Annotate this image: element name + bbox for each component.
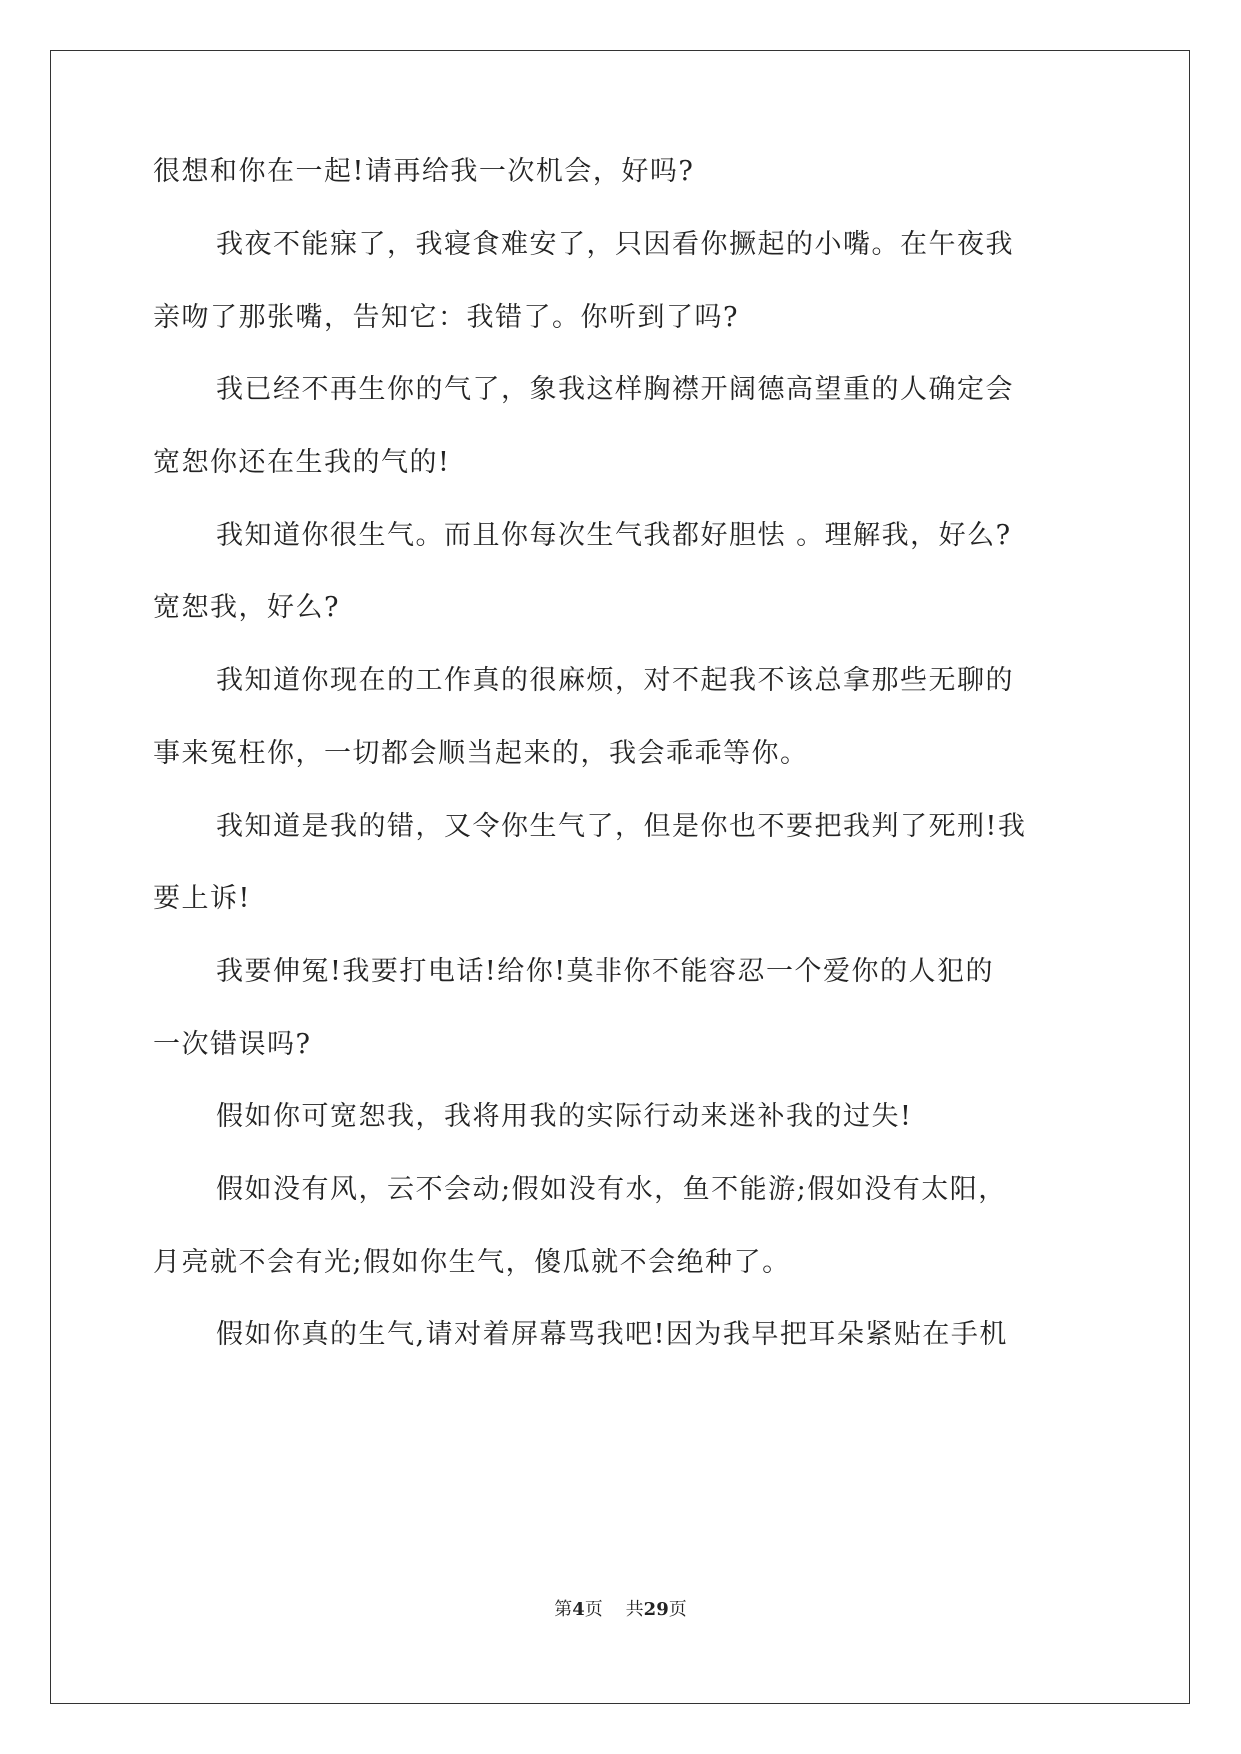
paragraph-line: 宽恕你还在生我的气的! xyxy=(153,447,451,478)
paragraph-line: 要上诉! xyxy=(153,883,251,914)
paragraph-line: 很想和你在一起!请再给我一次机会，好吗? xyxy=(153,156,695,187)
paragraph-line: 假如没有风，云不会动;假如没有水，鱼不能游;假如没有太阳， xyxy=(216,1174,1007,1205)
footer-total-prefix: 共 xyxy=(625,1599,644,1620)
footer-total-pages: 29 xyxy=(643,1599,669,1620)
footer-page-number: 4 xyxy=(572,1599,585,1620)
footer-page-suffix: 页 xyxy=(584,1599,603,1620)
page-footer xyxy=(0,1598,1241,1622)
paragraph-line: 我知道你很生气。而且你每次生气我都好胆怯 。理解我，好么? xyxy=(216,520,1012,551)
footer-total-suffix: 页 xyxy=(668,1599,687,1620)
paragraph-line: 我要伸冤!我要打电话!给你!莫非你不能容忍一个爱你的人犯的 xyxy=(216,956,995,987)
paragraph-line: 亲吻了那张嘴，告知它：我错了。你听到了吗? xyxy=(153,302,739,333)
footer-page-prefix: 第 xyxy=(554,1599,573,1620)
paragraph-line: 我知道你现在的工作真的很麻烦，对不起我不该总拿那些无聊的 xyxy=(216,665,1014,696)
paragraph-line: 一次错误吗? xyxy=(153,1029,312,1060)
paragraph-line: 我知道是我的错，又令你生气了，但是你也不要把我判了死刑!我 xyxy=(216,811,1027,842)
paragraph-line: 假如你可宽恕我，我将用我的实际行动来迷补我的过失! xyxy=(216,1101,913,1132)
paragraph-line: 我夜不能寐了，我寝食难安了，只因看你撅起的小嘴。在午夜我 xyxy=(216,229,1014,260)
paragraph-line: 假如你真的生气,请对着屏幕骂我吧!因为我早把耳朵紧贴在手机 xyxy=(216,1319,1008,1350)
paragraph-line: 我已经不再生你的气了，象我这样胸襟开阔德高望重的人确定会 xyxy=(216,374,1014,405)
page-border xyxy=(50,50,1190,1704)
paragraph-line: 事来冤枉你，一切都会顺当起来的，我会乖乖等你。 xyxy=(153,738,809,769)
paragraph-line: 宽恕我，好么? xyxy=(153,592,340,623)
paragraph-line: 月亮就不会有光;假如你生气，傻瓜就不会绝种了。 xyxy=(153,1247,791,1278)
